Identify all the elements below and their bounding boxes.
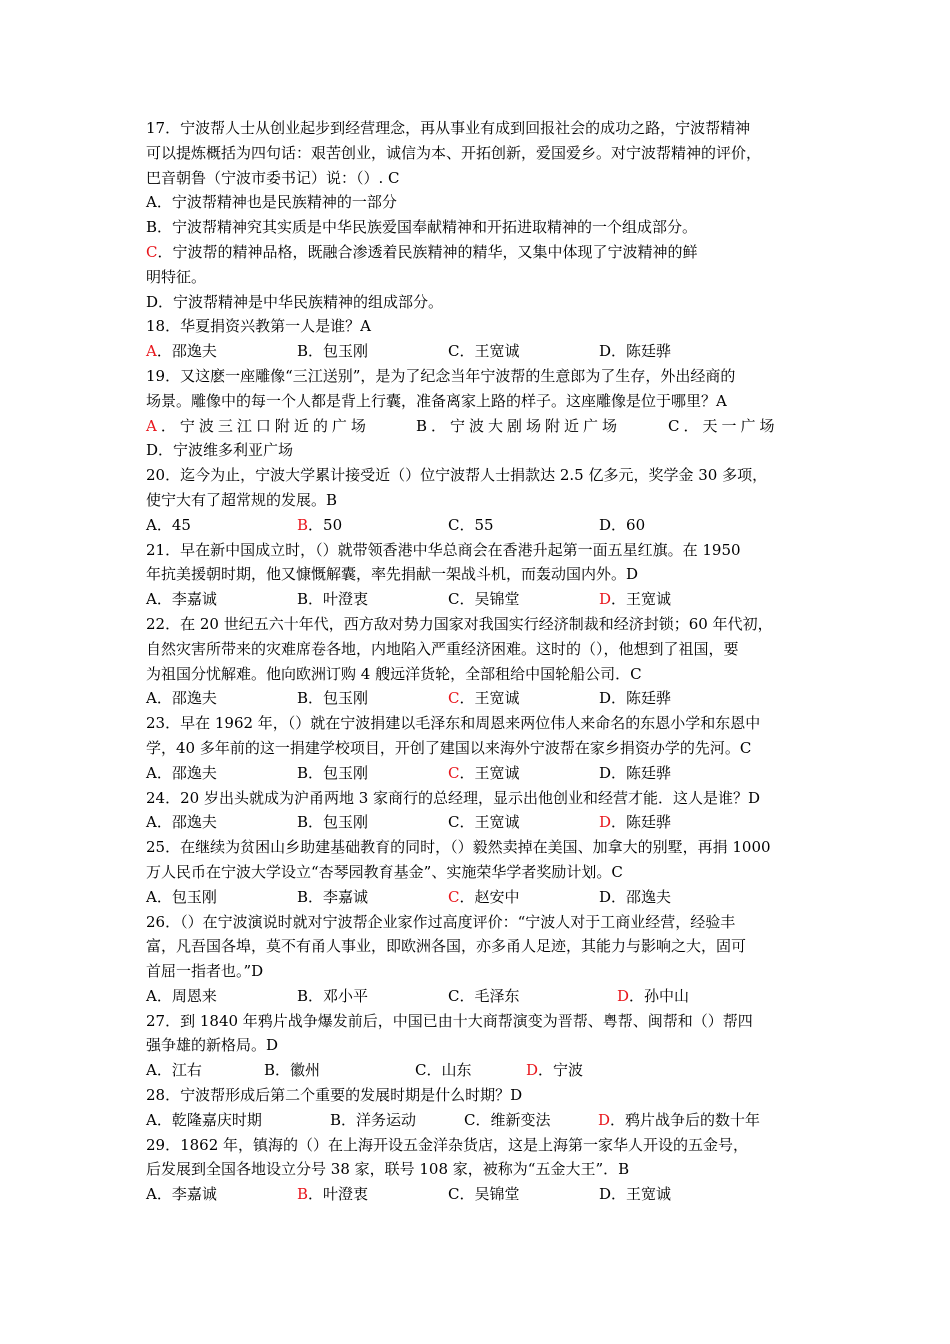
option-c (448, 339, 599, 364)
option-text: 邵逸夫 (171, 763, 217, 782)
option-text: 宁波帮精神究其实质是中华民族爱国奉献精神和开拓进取精神的一个组成部分。 (172, 218, 698, 237)
option-row (146, 438, 816, 463)
option-letter: D (599, 515, 612, 534)
option-separator: ． (156, 1061, 172, 1080)
option-letter: C (448, 763, 460, 782)
option-d (599, 686, 750, 711)
question-text-line: 后发展到全国各地设立分号 38 家，联号 108 家，被称为“五金大王”．B (146, 1160, 630, 1179)
options-row (146, 984, 816, 1009)
option-b (297, 761, 448, 786)
option-text: 王宽诚 (474, 763, 520, 782)
option-letter: B (297, 515, 309, 534)
options-row (146, 761, 816, 786)
question-29 (146, 1133, 816, 1207)
option-text: 宁波帮的精神品格，既融合渗透着民族精神的精华，又集中体现了宁波精神的鲜 (172, 242, 698, 261)
option-text: 邵逸夫 (171, 342, 217, 361)
question-text-line: 自然灾害所带来的灾难席卷各地，内地陷入严重经济困难。这时的（），他想到了祖国，要 (146, 639, 739, 658)
option-d (599, 885, 750, 910)
option-letter: D (526, 1061, 539, 1080)
option-separator: ． (629, 986, 645, 1005)
options-row (146, 513, 816, 538)
option-row (146, 190, 816, 215)
option-d (598, 1108, 798, 1133)
question-text-line: 首屈一指者也。”D (146, 962, 264, 981)
option-c (448, 1182, 599, 1207)
question-text-line: 29．1862 年，镇海的（）在上海开设五金洋杂货店，这是上海第一家华人开设的五金号， (146, 1135, 749, 1154)
question-text-line: 学，40 多年前的这一捐建学校项目，开创了建国以来海外宁波帮在家乡捐资办学的先河。C (146, 738, 752, 757)
option-separator: ． (308, 590, 324, 609)
option-d (599, 761, 750, 786)
option-b (330, 1108, 464, 1133)
option-separator: ． (459, 515, 475, 534)
option-text: 天一广场 (702, 416, 779, 435)
option-separator: ． (611, 342, 627, 361)
option-separator: ． (156, 813, 172, 832)
options-row (146, 339, 816, 364)
option-c (448, 984, 617, 1009)
option-letter: C (668, 416, 684, 435)
option-text: 陈廷骅 (626, 813, 672, 832)
question-25 (146, 835, 816, 909)
option-separator: ． (459, 887, 475, 906)
question-text-line: 使宁大有了超常规的发展。B (146, 490, 338, 509)
option-c (668, 414, 808, 439)
option-text: 包玉刚 (171, 887, 217, 906)
options-row (146, 414, 816, 439)
option-b (297, 339, 448, 364)
question-text-line: 23．早在 1962 年，（）就在宁波捐建以毛泽东和周恩来两位伟人来命名的东恩小学和东恩中 (146, 714, 761, 733)
option-text: 50 (323, 515, 343, 534)
option-text: 江右 (171, 1061, 202, 1080)
option-d (599, 339, 750, 364)
option-separator: ． (308, 813, 324, 832)
question-text-line: 年抗美援朝时期，他又慷慨解囊，率先捐献一架战斗机，而轰动国内外。D (146, 565, 639, 584)
option-text: 宁波大剧场附近广场 (450, 416, 622, 435)
option-d (146, 290, 443, 315)
option-b (297, 885, 448, 910)
question-text-line: 27．到 1840 年鸦片战争爆发前后，中国已由十大商帮演变为晋帮、粤帮、闽帮和（）帮四 (146, 1011, 753, 1030)
option-letter: B (146, 218, 158, 237)
option-letter: B (330, 1110, 342, 1129)
option-letter: B (264, 1061, 276, 1080)
question-24 (146, 786, 816, 836)
option-text: 李嘉诚 (171, 1185, 217, 1204)
option-a (146, 761, 297, 786)
option-text: 毛泽东 (474, 986, 520, 1005)
question-text-line: 强争雄的新格局。D (146, 1036, 279, 1055)
question-text-line: 可以提炼概括为四句话：艰苦创业，诚信为本、开拓创新，爱国爱乡。对宁波帮精神的评价， (146, 143, 762, 162)
option-letter: B (297, 986, 309, 1005)
option-letter: A (146, 887, 157, 906)
option-separator: ． (158, 441, 174, 460)
question-18 (146, 314, 816, 364)
option-separator: ． (156, 193, 172, 212)
option-separator: ． (157, 242, 173, 261)
option-text: 周恩来 (171, 986, 217, 1005)
question-19 (146, 364, 816, 463)
option-separator: ． (160, 416, 180, 435)
option-a (146, 810, 297, 835)
option-text: 王宽诚 (474, 342, 520, 361)
option-letter: B (297, 763, 309, 782)
option-separator: ． (308, 342, 324, 361)
option-text: 55 (474, 515, 494, 534)
option-letter: D (617, 986, 630, 1005)
option-d (599, 513, 750, 538)
question-text-line: 22．在 20 世纪五六十年代，西方敌对势力国家对我国实行经济制裁和经济封锁；60 年代初， (146, 614, 773, 633)
option-d (599, 587, 750, 612)
option-letter: C (448, 813, 460, 832)
option-b (297, 686, 448, 711)
question-text-line: 24．20 岁出头就成为沪甬两地 3 家商行的总经理，显示出他创业和经营才能．这人是谁？D (146, 788, 761, 807)
option-letter: A (146, 515, 157, 534)
question-28 (146, 1083, 816, 1133)
option-text: 60 (626, 515, 646, 534)
option-text: 孙中山 (644, 986, 690, 1005)
option-letter: D (146, 441, 159, 460)
option-b (264, 1058, 415, 1083)
question-text-line: 21．早在新中国成立时，（）就带领香港中华总商会在香港升起第一面五星红旗。在 1950 (146, 540, 741, 559)
option-text: 赵安中 (474, 887, 520, 906)
option-letter: D (146, 292, 159, 311)
option-a (146, 414, 416, 439)
option-separator: ． (308, 887, 324, 906)
option-separator: ． (308, 986, 324, 1005)
option-c (448, 885, 599, 910)
option-separator: ． (156, 515, 172, 534)
option-letter: D (599, 763, 612, 782)
option-separator: ． (611, 515, 627, 534)
option-separator: ． (459, 1185, 475, 1204)
option-c (448, 686, 599, 711)
option-letter: B (297, 1185, 309, 1204)
option-a (146, 1182, 297, 1207)
option-text: 李嘉诚 (323, 887, 369, 906)
option-continuation: 明特征。 (146, 267, 207, 286)
option-letter: A (146, 416, 161, 435)
question-20 (146, 463, 816, 537)
option-letter: C (448, 887, 460, 906)
option-text: 包玉刚 (323, 342, 369, 361)
option-text: 宁波维多利亚广场 (173, 441, 294, 460)
option-letter: C (448, 515, 460, 534)
option-separator: ． (156, 689, 172, 708)
options-row (146, 587, 816, 612)
document-body (146, 116, 816, 1207)
option-a (146, 587, 297, 612)
option-text: 包玉刚 (323, 689, 369, 708)
option-text: 李嘉诚 (171, 590, 217, 609)
option-letter: B (297, 342, 309, 361)
option-b (297, 587, 448, 612)
option-separator: ． (308, 763, 324, 782)
option-c (448, 587, 599, 612)
option-text: 王宽诚 (626, 1185, 672, 1204)
option-separator: ． (156, 342, 172, 361)
question-23 (146, 711, 816, 785)
question-text-line: 场景。雕像中的每一个人都是背上行囊，准备离家上路的样子。这座雕像是位于哪里？A (146, 391, 727, 410)
option-c (448, 513, 599, 538)
option-letter: C (448, 590, 460, 609)
option-a (146, 885, 297, 910)
option-letter: A (146, 342, 157, 361)
question-text-line: 18．华夏捐资兴教第一人是谁？A (146, 317, 371, 336)
option-text: 包玉刚 (323, 763, 369, 782)
option-separator: ． (431, 416, 451, 435)
option-row (146, 290, 816, 315)
option-a (146, 984, 297, 1009)
option-b (297, 810, 448, 835)
options-row (146, 686, 816, 711)
options-row (146, 810, 816, 835)
question-text-line: 17．宁波帮人士从创业起步到经营理念，再从事业有成到回报社会的成功之路，宁波帮精神 (146, 119, 751, 137)
option-a (146, 513, 297, 538)
options-row (146, 885, 816, 910)
option-letter: D (599, 689, 612, 708)
option-letter: D (599, 813, 612, 832)
option-text: 山东 (441, 1061, 472, 1080)
option-letter: A (146, 689, 157, 708)
option-letter: A (146, 1185, 157, 1204)
option-a (146, 339, 297, 364)
option-separator: ． (156, 590, 172, 609)
option-letter: B (416, 416, 432, 435)
option-letter: D (599, 887, 612, 906)
option-letter: B (297, 813, 309, 832)
option-text: 宁波帮精神也是民族精神的一部分 (171, 193, 397, 212)
option-separator: ． (157, 218, 173, 237)
question-text-line: 富，凡吾国各埠，莫不有甬人事业，即欧洲各国，亦多甬人足迹，其能力与影响之大，固可 (146, 937, 747, 956)
option-letter: D (598, 1110, 611, 1129)
option-letter: C (146, 242, 158, 261)
option-text: 吴锦堂 (474, 1185, 520, 1204)
option-d (617, 984, 768, 1009)
option-letter: C (464, 1110, 476, 1129)
option-b (297, 1182, 448, 1207)
option-separator: ． (308, 1185, 324, 1204)
option-text: 45 (171, 515, 191, 534)
option-separator: ． (475, 1110, 491, 1129)
option-letter: A (146, 986, 157, 1005)
option-letter: C (415, 1061, 427, 1080)
option-letter: D (599, 590, 612, 609)
option-text: 陈廷骅 (626, 689, 672, 708)
option-letter: A (146, 1110, 157, 1129)
option-separator: ． (459, 689, 475, 708)
option-text: 王宽诚 (626, 590, 672, 609)
option-separator: ． (459, 763, 475, 782)
option-text: 包玉刚 (323, 813, 369, 832)
option-b (146, 215, 697, 240)
question-21 (146, 538, 816, 612)
option-letter: D (599, 1185, 612, 1204)
option-text: 邵逸夫 (626, 887, 672, 906)
options-row (146, 1182, 816, 1207)
question-text-line: 20．迄今为止，宁波大学累计接受近（）位宁波帮人士捐款达 2.5 亿多元，奖学金 30 多项， (146, 466, 768, 485)
option-c (448, 810, 599, 835)
option-text: 陈廷骅 (626, 763, 672, 782)
option-separator: ． (459, 342, 475, 361)
option-separator: ． (610, 1110, 626, 1129)
question-22 (146, 612, 816, 711)
option-separator: ． (426, 1061, 442, 1080)
option-text: 徽州 (290, 1061, 321, 1080)
question-text-line: 万人民币在宁波大学设立“杏琴园教育基金”、实施荣华学者奖励计划。C (146, 862, 623, 881)
option-separator: ． (683, 416, 703, 435)
option-text: 鸦片战争后的数十年 (625, 1110, 761, 1129)
option-separator: ． (158, 292, 174, 311)
option-text: 宁波帮精神是中华民族精神的组成部分。 (173, 292, 444, 311)
option-separator: ． (611, 590, 627, 609)
option-b (297, 513, 448, 538)
option-separator: ． (538, 1061, 554, 1080)
option-text: 邵逸夫 (171, 689, 217, 708)
option-separator: ． (156, 1110, 172, 1129)
option-separator: ． (275, 1061, 291, 1080)
option-letter: D (599, 342, 612, 361)
option-separator: ． (156, 763, 172, 782)
question-text-line: 28．宁波帮形成后第二个重要的发展时期是什么时期？D (146, 1086, 523, 1105)
option-letter: B (297, 590, 309, 609)
option-separator: ． (611, 1185, 627, 1204)
option-text: 宁波 (553, 1061, 584, 1080)
options-row (146, 1058, 816, 1083)
option-letter: C (448, 1185, 460, 1204)
option-separator: ． (308, 689, 324, 708)
option-separator: ． (611, 813, 627, 832)
option-letter: A (146, 763, 157, 782)
option-letter: B (297, 689, 309, 708)
option-a (146, 190, 397, 215)
option-a (146, 1058, 264, 1083)
question-text-line: 26．（）在宁波演说时就对宁波帮企业家作过高度评价：“宁波人对于工商业经营，经验丰 (146, 912, 736, 931)
option-separator: ． (308, 515, 324, 534)
option-letter: B (297, 887, 309, 906)
option-d (146, 438, 293, 463)
option-b (297, 984, 448, 1009)
option-letter: A (146, 193, 157, 212)
option-text: 邵逸夫 (171, 813, 217, 832)
option-a (146, 686, 297, 711)
option-separator: ． (156, 1185, 172, 1204)
question-text-line: 25．在继续为贫困山乡助建基础教育的同时，（）毅然卖掉在美国、加拿大的别墅，再捐 1000 (146, 838, 771, 857)
question-text-line: 为祖国分忧解难。他向欧洲订购 4 艘远洋货轮，全部租给中国轮船公司．C (146, 664, 642, 683)
option-letter: C (448, 986, 460, 1005)
option-d (599, 810, 750, 835)
option-c (415, 1058, 526, 1083)
option-letter: A (146, 590, 157, 609)
question-text-line: 19．又这麽一座雕像“三江送别”，是为了纪念当年宁波帮的生意郎为了生存，外出经商的 (146, 366, 736, 385)
option-separator: ． (611, 689, 627, 708)
option-text: 王宽诚 (474, 813, 520, 832)
question-27 (146, 1009, 816, 1083)
option-c (464, 1108, 598, 1133)
option-text: 宁波三江口附近的广场 (179, 416, 370, 435)
option-text: 乾隆嘉庆时期 (171, 1110, 262, 1129)
question-17 (146, 116, 816, 314)
option-row (146, 240, 816, 265)
option-separator: ． (341, 1110, 357, 1129)
option-c (448, 761, 599, 786)
option-separator: ． (611, 887, 627, 906)
question-text-line: 巴音朝鲁（宁波市委书记）说：（）. C (146, 168, 400, 187)
option-letter: C (448, 689, 460, 708)
option-separator: ． (156, 887, 172, 906)
question-26 (146, 910, 816, 1009)
option-text: 王宽诚 (474, 689, 520, 708)
option-separator: ． (156, 986, 172, 1005)
option-text: 陈廷骅 (626, 342, 672, 361)
option-separator: ． (611, 763, 627, 782)
option-d (599, 1182, 750, 1207)
option-text: 维新变法 (490, 1110, 551, 1129)
option-text: 洋务运动 (356, 1110, 417, 1129)
option-c (146, 240, 698, 265)
option-text: 叶澄衷 (323, 1185, 369, 1204)
option-row (146, 215, 816, 240)
option-a (146, 1108, 330, 1133)
option-separator: ． (459, 590, 475, 609)
option-separator: ． (459, 986, 475, 1005)
option-letter: A (146, 1061, 157, 1080)
option-separator: ． (459, 813, 475, 832)
option-text: 吴锦堂 (474, 590, 520, 609)
option-text: 邓小平 (323, 986, 369, 1005)
option-letter: A (146, 813, 157, 832)
option-b (416, 414, 668, 439)
option-d (526, 1058, 677, 1083)
option-text: 叶澄衷 (323, 590, 369, 609)
option-letter: C (448, 342, 460, 361)
options-row (146, 1108, 816, 1133)
